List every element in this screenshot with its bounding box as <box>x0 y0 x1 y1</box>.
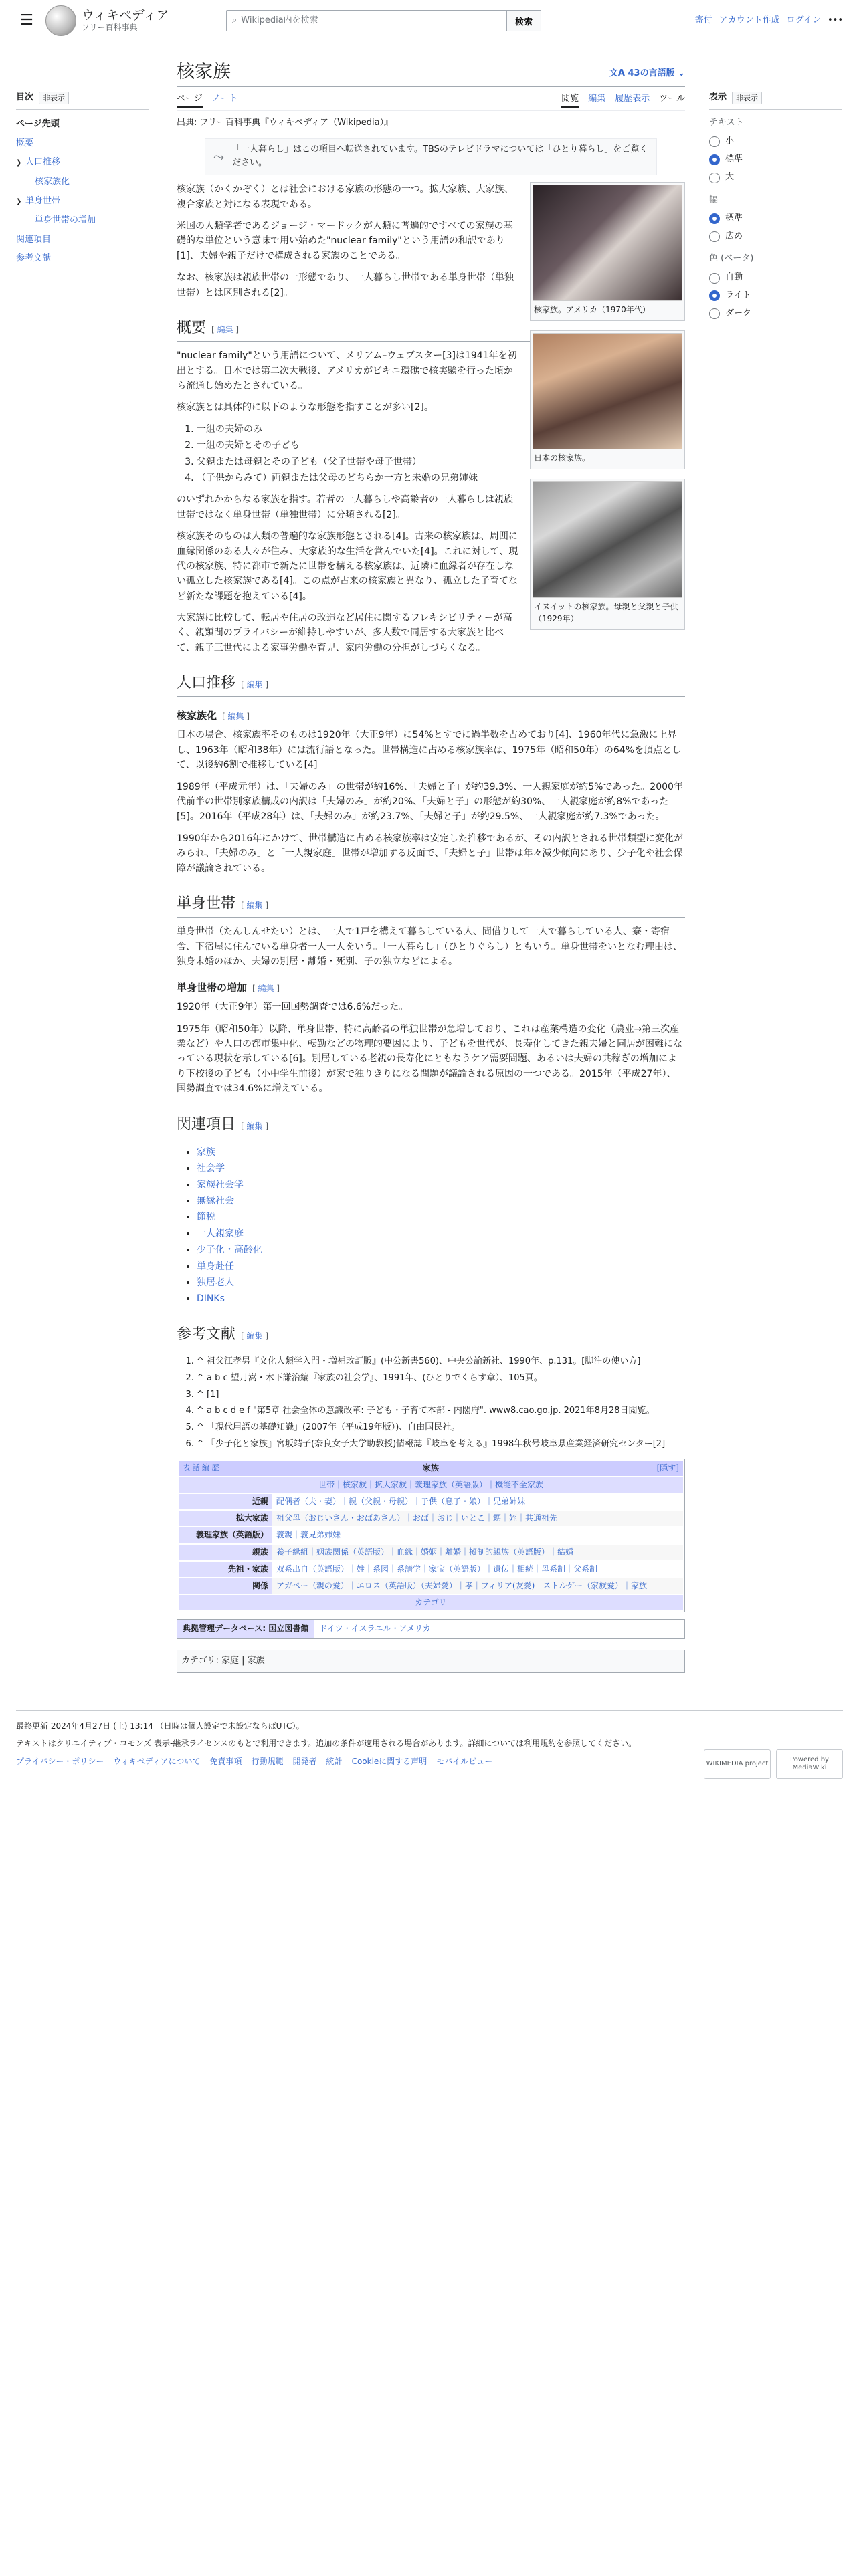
user-links <box>695 14 843 28</box>
list-item: 4. （子供からみて）両親または父母のどちらか一方と未婚の兄弟姉妹 <box>197 471 685 486</box>
wikipedia-globe-icon <box>45 5 76 36</box>
search-button[interactable]: 検索 <box>507 10 541 31</box>
toc-item-single[interactable]: ❯ 単身世帯 <box>16 195 61 206</box>
navbox-group: 親族 <box>179 1545 272 1560</box>
navbox-top-links[interactable]: 世帯｜核家族｜拡大家族｜義理家族（英語版）｜機能不全家族 <box>179 1477 683 1493</box>
related-link[interactable]: 節税 <box>197 1212 215 1223</box>
navbox-group: 関係 <box>179 1578 272 1594</box>
toc-item-top[interactable]: ページ先頭 <box>16 118 60 129</box>
navbox-group: 義理家族（英語版） <box>179 1527 272 1543</box>
footer-link[interactable]: ウィキペディアについて <box>113 1756 201 1766</box>
search-icon: ⌕ <box>232 15 237 25</box>
section-heading: 人口推移 [ 編集 ] <box>177 671 685 697</box>
color-light[interactable]: ライト <box>709 287 842 305</box>
related-link[interactable]: 家族 <box>197 1146 215 1158</box>
toc-title: 目次 <box>16 92 34 102</box>
section-heading: 概要 [ 編集 ] <box>177 316 685 342</box>
list-item: 3. 父親または母親とその子ども（父子世帯や母子世帯） <box>197 455 685 469</box>
category-links[interactable]: カテゴリ: 家庭 | 家族 <box>177 1650 685 1673</box>
family-photo-3[interactable] <box>533 481 682 598</box>
thumb-1 <box>530 182 685 321</box>
subsection-heading: 核家族化 [ 編集 ] <box>177 710 250 722</box>
color-dark[interactable]: ダーク <box>709 305 842 323</box>
toc-item-population[interactable]: ❯ 人口推移 <box>16 157 61 168</box>
related-link[interactable]: 無縁社会 <box>197 1196 234 1206</box>
login-link[interactable]: ログイン <box>786 15 821 25</box>
related-link[interactable]: 単身赴任 <box>197 1261 234 1272</box>
family-photo-2[interactable] <box>533 333 682 449</box>
width-wide[interactable]: 広め <box>709 228 842 246</box>
section-heading: 関連項目 [ 編集 ] <box>177 1113 685 1138</box>
related-link[interactable]: 家族社会学 <box>197 1179 244 1190</box>
increase-paragraph-2: 1975年（昭和50年）以降、単身世帯、特に高齢者の単独世帯が急増しており、これは産業構造の変化（農业→第三次産業など）や人口の都市集中化、転勤などの物理的要因により、子どもを世代が、長寿化してきた親夫婦と同居が困難になっている現状を示している[6]。別居している老親の長寿化にともなうケア需要問題、あるいは夫婦の共稼ぎの増加により下校後の子ども（小中学生前後）が家で独りきりになる問題が議論される原因の一つである。2015年（平成27年）、国勢調査では34.6%に増えている。 <box>177 1023 682 1095</box>
related-link[interactable]: DINKs <box>197 1293 225 1305</box>
site-logo[interactable] <box>45 5 206 36</box>
family-navbox <box>177 1459 685 1613</box>
last-updated: 最終更新 2024年4月27日 (土) 13:14 （日時は個人設定で未設定ならばUTC）。 <box>16 1721 304 1731</box>
footer-link[interactable]: 統計 <box>326 1756 343 1766</box>
reference-item: 2. ^ a b c 望月嵩・木下謙治編『家族の社会学』、1991年、(ひとりでくらす章）、105頁。 <box>197 1372 685 1386</box>
edit-link[interactable]: 編集 <box>227 712 244 722</box>
family-photo-1[interactable] <box>533 185 682 301</box>
overview-paragraph-3: のいずれかからなる家族を指す。若者の一人暮らしや高齢者の一人暮らしは親族世帯ではなく単身世帯（単独世帯）に分類される[2]。 <box>177 494 513 520</box>
text-size-standard[interactable]: 標準 <box>709 150 842 169</box>
navbox-list[interactable]: 配偶者（夫・妻）｜親（父親・母親）｜子供（息子・娘）｜兄弟姉妹 <box>272 1494 683 1509</box>
increase-paragraph-1: 1920年（大正9年）第一回国勢調査では6.6%だった。 <box>177 1002 409 1013</box>
article-body <box>177 182 685 1673</box>
overview-paragraph-2: 核家族とは具体的に以下のような形態を指すことが多い[2]。 <box>177 402 434 413</box>
appearance-sidebar <box>709 41 842 1673</box>
width-standard[interactable]: 標準 <box>709 210 842 228</box>
text-size-large[interactable]: 大 <box>709 169 842 187</box>
page-tabs <box>177 92 685 111</box>
donate-link[interactable]: 寄付 <box>694 15 712 25</box>
source-line: 出典: フリー百科事典『ウィキペディア（Wikipedia）』 <box>177 117 393 128</box>
edit-link[interactable]: 編集 <box>246 900 263 910</box>
page-footer <box>16 1710 843 1772</box>
population-paragraph-1: 日本の場合、核家族率そのものは1920年（大正9年）に54%とすでに過半数を占めており[4]、1960年代に急激に上昇し、1963年（昭和38年）には流行語となった。世帯構造に占める核家族率は、1975年（昭和50年）の64%を頂点として、以後約6割で推移している[4]。 <box>177 730 682 771</box>
related-link[interactable]: 独居老人 <box>197 1277 234 1288</box>
toc-item-related[interactable]: 関連項目 <box>16 234 52 245</box>
navbox-vte[interactable]: 表 話 編 歴 <box>183 1463 219 1472</box>
thumb-2 <box>530 330 685 469</box>
logo-subtitle: フリー百科事典 <box>82 23 138 33</box>
page-title: 核家族 <box>177 62 231 82</box>
section-heading: 単身世帯 [ 編集 ] <box>177 892 685 918</box>
list-item: 1. 一組の夫婦のみ <box>197 422 685 437</box>
main-menu-icon[interactable]: ☰ <box>20 12 33 29</box>
appearance-hide-button[interactable]: 非表示 <box>732 92 762 105</box>
single-paragraph: 単身世帯（たんしんせたい）とは、一人で1戸を構えて暮らしている人、間借りして一人で暮らしている人、寮・寄宿舎、下宿屋に住んでいる単身者一人一人をいう。「一人暮らし」（ひとりぐらし）ともいう。単身世帯をいとなむ理由は、独身未婚のほか、夫婦の別居・離婚・死別、子の独立などによる。 <box>177 926 682 967</box>
subsection-heading: 単身世帯の増加 [ 編集 ] <box>177 982 280 994</box>
logo-title: ウィキペディア <box>82 8 169 23</box>
edit-link[interactable]: 編集 <box>246 1121 263 1131</box>
edit-link[interactable]: 編集 <box>246 680 263 690</box>
hatnote-text: 「一人暮らし」はこの項目へ転送されています。TBSのテレビドラマについては「ひとり暮らし」をご覧ください。 <box>232 144 648 169</box>
tab-tools[interactable]: ツール <box>659 94 685 104</box>
tab-history[interactable]: 履歴表示 <box>615 94 650 104</box>
edit-link[interactable]: 編集 <box>246 1331 263 1341</box>
navbox-title: 家族 <box>422 1463 439 1473</box>
width-heading: 幅 <box>709 194 719 205</box>
image-column <box>530 182 685 639</box>
footer-link[interactable]: プライバシー・ポリシー <box>16 1756 104 1766</box>
mediawiki-badge[interactable]: Powered by MediaWiki <box>776 1749 843 1779</box>
navbox-group: 先祖・家族 <box>179 1562 272 1577</box>
navbox-list[interactable]: 養子縁組｜姻族関係（英語版）｜血縁｜婚姻｜離婚｜擬制的親族（英語版）｜結婚 <box>272 1545 683 1560</box>
create-account-link[interactable]: アカウント作成 <box>719 15 780 25</box>
list-item: 2. 一組の夫婦とその子ども <box>197 438 685 453</box>
tab-talk[interactable]: ノート <box>211 94 238 104</box>
navbox-list[interactable]: 祖父母（おじいさん・おばあさん）｜おば｜おじ｜いとこ｜甥｜姪｜共通祖先 <box>272 1511 683 1526</box>
caption-2: 日本の核家族。 <box>534 453 591 463</box>
text-size-heading: テキスト <box>709 117 744 128</box>
toc-list <box>16 115 149 269</box>
reference-item: 5. ^ 「現代用語の基礎知識」(2007年（平成19年版）)、自由国民社。 <box>197 1421 685 1435</box>
main-content <box>177 41 685 1673</box>
search-placeholder: Wikipedia内を検索 <box>241 15 318 25</box>
reference-item: 3. ^ [1] <box>197 1388 685 1402</box>
tab-edit[interactable]: 編集 <box>588 94 606 104</box>
overview-paragraph-4: 核家族そのものは人類の普遍的な家族形態とされる[4]。古来の核家族は、周囲に血縁関係のある人々が住み、大家族的な生活を営んでいた[4]。これに対して、現代の核家族、特に都市で新たに世帯を構える核家族は、近隣に血縁者が存在しない孤立した核家族である[4]。この点が古来の核家族と異なり、孤立した子育てなど新たな課題を抱えている[4]。 <box>177 531 518 602</box>
population-paragraph-2: 1989年（平成元年）は、「夫婦のみ」の世帯が約16%、「夫婦と子」が約39.3%、一人親家庭が約5%であった。2000年代前半の世帯別家族構成の内訳は「夫婦のみ」が約20%、「夫婦と子」の形態が約30%、一人親家庭が約8%であった[5]。2016年（平成28年）は、「夫婦のみ」が約23.7%、「夫婦と子」が約29.5%、一人親家庭が約7.3%であった。 <box>177 781 683 823</box>
chevron-down-icon[interactable]: ❯ <box>16 197 22 205</box>
text-size-small[interactable]: 小 <box>709 133 842 151</box>
related-link[interactable]: 一人親家庭 <box>197 1228 244 1239</box>
footer-link[interactable]: モバイルビュー <box>436 1756 493 1766</box>
navbox-list[interactable]: アガペー（親の愛）｜エロス（英語版）（夫婦愛）｜孝｜フィリア(友愛)｜ストルゲー（家族愛）｜家族 <box>272 1578 683 1594</box>
search-input[interactable] <box>226 10 507 31</box>
caption-1: 核家族。アメリカ（1970年代） <box>534 305 650 315</box>
navbox-group: 近親 <box>179 1494 272 1509</box>
intro-paragraph-1: 核家族（かくかぞく）とは社会における家族の形態の一つ。拡大家族、大家族、複合家族と対になる表現である。 <box>177 184 514 210</box>
overview-paragraph-5: 大家族に比較して、転居や住居の改造など居住に関するフレキシビリティーが高く、親類間のプライバシーが維持しやすいが、多人数で同居する大家族と比べて、親子三世代による家事労働や育児、家内労働の分担がしづらくなる。 <box>177 613 512 653</box>
more-options-icon[interactable]: ••• <box>827 15 843 25</box>
navbox-group: 拡大家族 <box>179 1511 272 1526</box>
toc-sidebar <box>16 41 149 1673</box>
reference-item: 1. ^ 祖父江孝男『文化人類学入門・増補改訂版』(中公新書560)、中央公論新社、1990年、p.131。[脚注の使い方] <box>197 1355 685 1369</box>
authority-links[interactable]: ドイツ・イスラエル・アメリカ <box>319 1624 431 1634</box>
navbox-list[interactable]: 義親｜義兄弟姉妹 <box>272 1527 683 1543</box>
toc-hide-button[interactable]: 非表示 <box>39 92 69 105</box>
edit-link[interactable]: 編集 <box>217 325 233 335</box>
toc-item-single-increase[interactable]: 単身世帯の増加 <box>35 215 96 225</box>
chevron-down-icon[interactable]: ❯ <box>16 159 22 167</box>
intro-paragraph-2: 米国の人類学者であるジョージ・マードックが人類に普遍的ですべての家族の基礎的な単位という意味で用い始めた"nuclear family"という用語の和訳であり[1]、夫婦や親子だけで構成される家族のことである。 <box>177 221 513 261</box>
reference-item: 4. ^ a b c d e f "第5章 社会全体の意識改革: 子ども・子育て本部 - 内閣府". www8.cao.go.jp. 2021年8月28日閲覧。 <box>197 1404 685 1418</box>
section-heading: 参考文献 [ 編集 ] <box>177 1323 685 1348</box>
authority-group: 典拠管理データベース: 国立図書館 <box>177 1620 314 1638</box>
authority-control <box>177 1619 685 1638</box>
reference-item: 6. ^ 『少子化と家族』宮坂靖子(奈良女子大学助教授)情報誌『岐阜を考える』1998年秋号岐阜県産業経済研究センター[2] <box>197 1438 685 1452</box>
footer-link[interactable]: 開発者 <box>292 1756 317 1766</box>
related-link[interactable]: 社会学 <box>197 1163 225 1174</box>
search-form <box>226 10 541 31</box>
edit-link[interactable]: 編集 <box>258 984 274 994</box>
toc-item-refs[interactable]: 参考文献 <box>16 253 52 264</box>
toc-item-nuclearization[interactable]: 核家族化 <box>35 177 70 187</box>
navbox-category-link[interactable]: カテゴリ <box>179 1595 683 1610</box>
appearance-title: 表示 <box>709 92 727 102</box>
thumb-3 <box>530 479 685 630</box>
footer-link[interactable]: 免責事項 <box>209 1756 242 1766</box>
related-list <box>197 1145 685 1307</box>
toc-item-overview[interactable]: 概要 <box>16 138 34 148</box>
navbox-list[interactable]: 双系出自（英語版）｜姓｜系図｜系譜学｜家宝（英語版）｜遺伝｜相続｜母系制｜父系制 <box>272 1562 683 1577</box>
language-button[interactable]: 文A 43の言語版 ⌄ <box>609 68 685 79</box>
intro-paragraph-3: なお、核家族は親族世帯の一形態であり、一人暮らし世帯である単身世帯（単独世帯）とは区別される[2]。 <box>177 272 514 298</box>
license-text: テキストはクリエイティブ・コモンズ 表示-継承ライセンスのもとで利用できます。追加の条件が適用される場合があります。詳細については利用規約を参照してください。 <box>16 1738 637 1748</box>
footer-link[interactable]: Cookieに関する声明 <box>351 1756 427 1766</box>
language-icon: 文A <box>609 68 628 79</box>
site-header <box>0 0 859 41</box>
caption-3: イヌイットの核家族。母親と父親と子供（1929年） <box>534 602 678 624</box>
tab-page[interactable]: ページ <box>177 92 203 108</box>
references-list <box>197 1355 685 1452</box>
navbox-hide-button[interactable]: [隠す] <box>656 1463 679 1473</box>
redirect-icon: ⤳ <box>213 148 224 165</box>
color-heading: 色 (ベータ) <box>709 253 754 264</box>
population-paragraph-3: 1990年から2016年にかけて、世帯構造に占める核家族率は安定した推移であるが、その内訳とされる世帯類型に変化がみられ、「夫婦のみ」と「一人親家庭」世帯が増加する反面で、「夫婦と子」世帯は年々減少傾向にあり、少子化や社会保障が議論されている。 <box>177 833 683 874</box>
hatnote <box>205 138 657 176</box>
overview-paragraph-1: "nuclear family"という用語について、メリアム–ウェブスター[3]は1941年を初出とする。日本では第二次大戦後、アメリカがビキニ環礁で核実験を行った頃から流通し始めたとされている。 <box>177 350 517 391</box>
tab-read[interactable]: 閲覧 <box>561 92 579 108</box>
color-auto[interactable]: 自動 <box>709 269 842 287</box>
wikimedia-badge[interactable]: WIKIMEDIA project <box>704 1749 771 1779</box>
footer-link[interactable]: 行動規範 <box>251 1756 284 1766</box>
related-link[interactable]: 少子化・高齢化 <box>197 1245 262 1256</box>
